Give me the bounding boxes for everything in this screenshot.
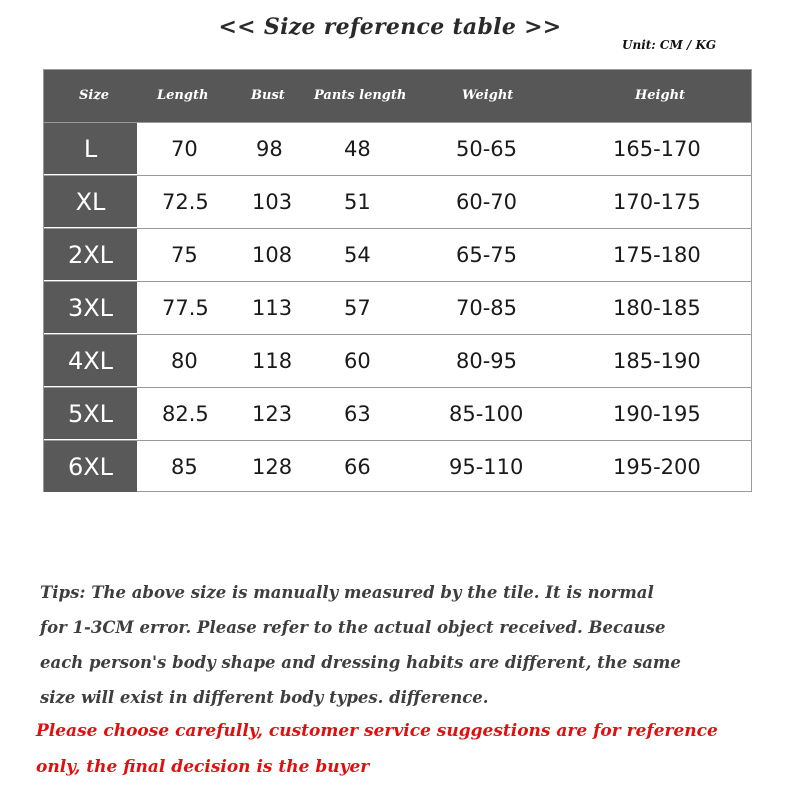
tips-text: [40, 575, 780, 715]
tips-line: for 1-3CM error. Please refer to the actual object received. Because: [40, 618, 666, 637]
warning-line: Please choose carefully, customer service suggestions are for reference: [36, 721, 718, 741]
table-row: [44, 122, 751, 174]
bust-cell: 128: [252, 454, 293, 479]
header-length: Length: [157, 88, 209, 103]
table-row: [44, 175, 751, 227]
header-size: Size: [79, 88, 109, 103]
pants-length-cell: 51: [344, 189, 371, 214]
length-cell: 70: [171, 136, 198, 161]
header-height: Height: [635, 88, 686, 103]
size-cell: 6XL: [44, 441, 137, 492]
length-cell: 75: [171, 242, 198, 267]
weight-cell: 80-95: [456, 348, 518, 373]
height-cell: 185-190: [613, 348, 701, 373]
unit-label: Unit: CM / KG: [622, 38, 717, 52]
bust-cell: 123: [252, 401, 293, 426]
bust-cell: 118: [252, 348, 293, 373]
size-cell: 3XL: [44, 282, 137, 333]
header-pants-length: Pants length: [314, 88, 407, 103]
length-cell: 82.5: [162, 401, 209, 426]
height-cell: 175-180: [613, 242, 701, 267]
tips-line: size will exist in different body types. difference.: [40, 688, 489, 707]
page-title: << Size reference table >>: [218, 14, 562, 40]
warning-text: [36, 713, 796, 785]
weight-cell: 50-65: [456, 136, 518, 161]
header-bust: Bust: [251, 88, 285, 103]
height-cell: 165-170: [613, 136, 701, 161]
size-cell: L: [44, 123, 137, 174]
table-row: [44, 334, 751, 386]
pants-length-cell: 66: [344, 454, 371, 479]
length-cell: 85: [171, 454, 198, 479]
warning-line: only, the final decision is the buyer: [36, 757, 370, 777]
size-table: [43, 69, 752, 492]
table-row: [44, 387, 751, 439]
size-cell: 5XL: [44, 388, 137, 439]
pants-length-cell: 57: [344, 295, 371, 320]
weight-cell: 60-70: [456, 189, 518, 214]
weight-cell: 70-85: [456, 295, 518, 320]
bust-cell: 108: [252, 242, 293, 267]
weight-cell: 85-100: [449, 401, 524, 426]
pants-length-cell: 48: [344, 136, 371, 161]
height-cell: 195-200: [613, 454, 701, 479]
table-header: [44, 70, 751, 122]
header-weight: Weight: [462, 88, 514, 103]
table-row: [44, 281, 751, 333]
weight-cell: 95-110: [449, 454, 524, 479]
bust-cell: 98: [256, 136, 283, 161]
table-row: [44, 440, 751, 492]
table-row: [44, 228, 751, 280]
pants-length-cell: 60: [344, 348, 371, 373]
bust-cell: 103: [252, 189, 293, 214]
height-cell: 170-175: [613, 189, 701, 214]
length-cell: 77.5: [162, 295, 209, 320]
pants-length-cell: 63: [344, 401, 371, 426]
pants-length-cell: 54: [344, 242, 371, 267]
size-cell: 2XL: [44, 229, 137, 280]
tips-line: Tips: The above size is manually measured by the tile. It is normal: [40, 583, 654, 602]
tips-line: each person's body shape and dressing habits are different, the same: [40, 653, 681, 672]
length-cell: 72.5: [162, 189, 209, 214]
height-cell: 190-195: [613, 401, 701, 426]
bust-cell: 113: [252, 295, 293, 320]
size-cell: 4XL: [44, 335, 137, 386]
length-cell: 80: [171, 348, 198, 373]
size-cell: XL: [44, 176, 137, 227]
height-cell: 180-185: [613, 295, 701, 320]
weight-cell: 65-75: [456, 242, 518, 267]
